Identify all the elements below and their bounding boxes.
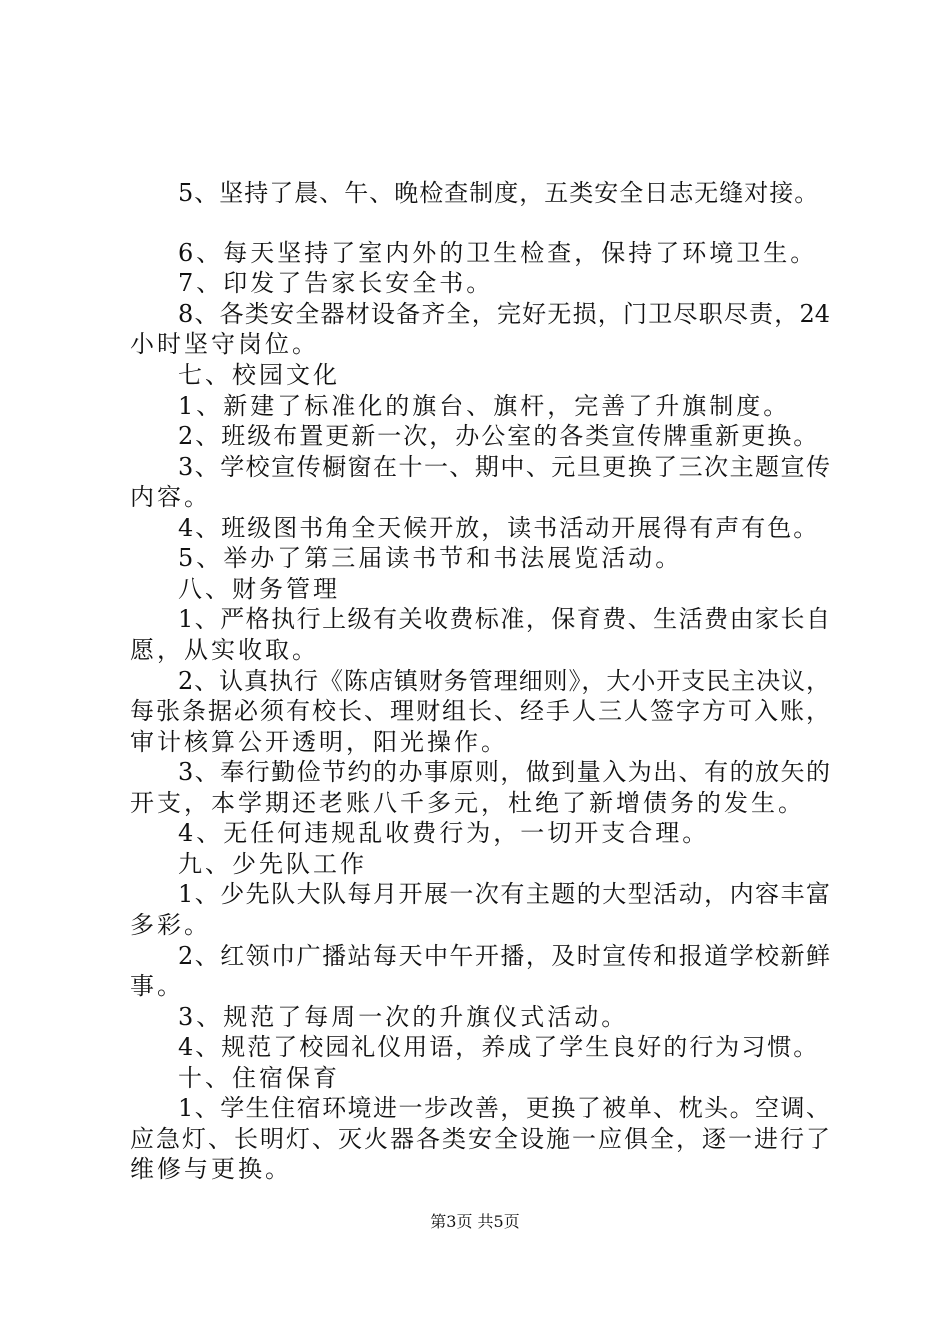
paragraph-line: 2、认真执行《陈店镇财务管理细则》，大小开支民主决议， bbox=[178, 667, 830, 695]
paragraph-line: 应急灯、长明灯、灭火器各类安全设施一应俱全，逐一进行了 bbox=[130, 1125, 830, 1153]
section-heading: 十、住宿保育 bbox=[178, 1064, 340, 1092]
section-heading: 八、财务管理 bbox=[178, 575, 340, 603]
paragraph-line: 8、各类安全器材设备齐全，完好无损，门卫尽职尽责，24 bbox=[178, 300, 830, 328]
paragraph-line: 3、学校宣传橱窗在十一、期中、元旦更换了三次主题宣传 bbox=[178, 453, 830, 481]
paragraph-line: 3、规范了每周一次的升旗仪式活动。 bbox=[178, 1003, 629, 1031]
document-page bbox=[130, 0, 830, 1344]
paragraph-line: 1、学生住宿环境进一步改善，更换了被单、枕头。空调、 bbox=[178, 1094, 830, 1122]
paragraph-line: 多彩。 bbox=[130, 911, 211, 939]
paragraph-line: 内容。 bbox=[130, 483, 211, 511]
paragraph-line: 3、奉行勤俭节约的办事原则，做到量入为出、有的放矢的 bbox=[178, 758, 830, 786]
paragraph-line: 4、无任何违规乱收费行为，一切开支合理。 bbox=[178, 819, 710, 847]
paragraph-line: 7、印发了告家长安全书。 bbox=[178, 269, 494, 297]
paragraph-line: 愿，从实收取。 bbox=[130, 636, 319, 664]
paragraph-line: 审计核算公开透明，阳光操作。 bbox=[130, 728, 508, 756]
page-footer: 第3页 共5页 bbox=[430, 1212, 520, 1231]
paragraph-line: 4、班级图书角全天候开放，读书活动开展得有声有色。 bbox=[178, 514, 820, 542]
paragraph-line: 1、新建了标准化的旗台、旗杆，完善了升旗制度。 bbox=[178, 392, 791, 420]
section-heading: 九、少先队工作 bbox=[178, 850, 367, 878]
paragraph-line: 2、班级布置更新一次，办公室的各类宣传牌重新更换。 bbox=[178, 422, 820, 450]
paragraph-line: 1、严格执行上级有关收费标准，保育费、生活费由家长自 bbox=[178, 605, 830, 633]
paragraph-line: 1、少先队大队每月开展一次有主题的大型活动，内容丰富 bbox=[178, 880, 830, 908]
paragraph-line: 6、每天坚持了室内外的卫生检查，保持了环境卫生。 bbox=[178, 239, 818, 267]
paragraph-line: 5、举办了第三届读书节和书法展览活动。 bbox=[178, 544, 683, 572]
paragraph-line: 4、规范了校园礼仪用语，养成了学生良好的行为习惯。 bbox=[178, 1033, 820, 1061]
paragraph-line: 维修与更换。 bbox=[130, 1155, 292, 1183]
paragraph-line: 小时坚守岗位。 bbox=[130, 330, 319, 358]
section-heading: 七、校园文化 bbox=[178, 361, 340, 389]
paragraph-line: 事。 bbox=[130, 972, 184, 1000]
paragraph-line: 5、坚持了晨、午、晚检查制度，五类安全日志无缝对接。 bbox=[178, 179, 820, 207]
paragraph-line: 开支，本学期还老账八千多元，杜绝了新增债务的发生。 bbox=[130, 789, 805, 817]
paragraph-line: 2、红领巾广播站每天中午开播，及时宣传和报道学校新鲜 bbox=[178, 942, 830, 970]
paragraph-line: 每张条据必须有校长、理财组长、经手人三人签字方可入账， bbox=[130, 697, 830, 725]
